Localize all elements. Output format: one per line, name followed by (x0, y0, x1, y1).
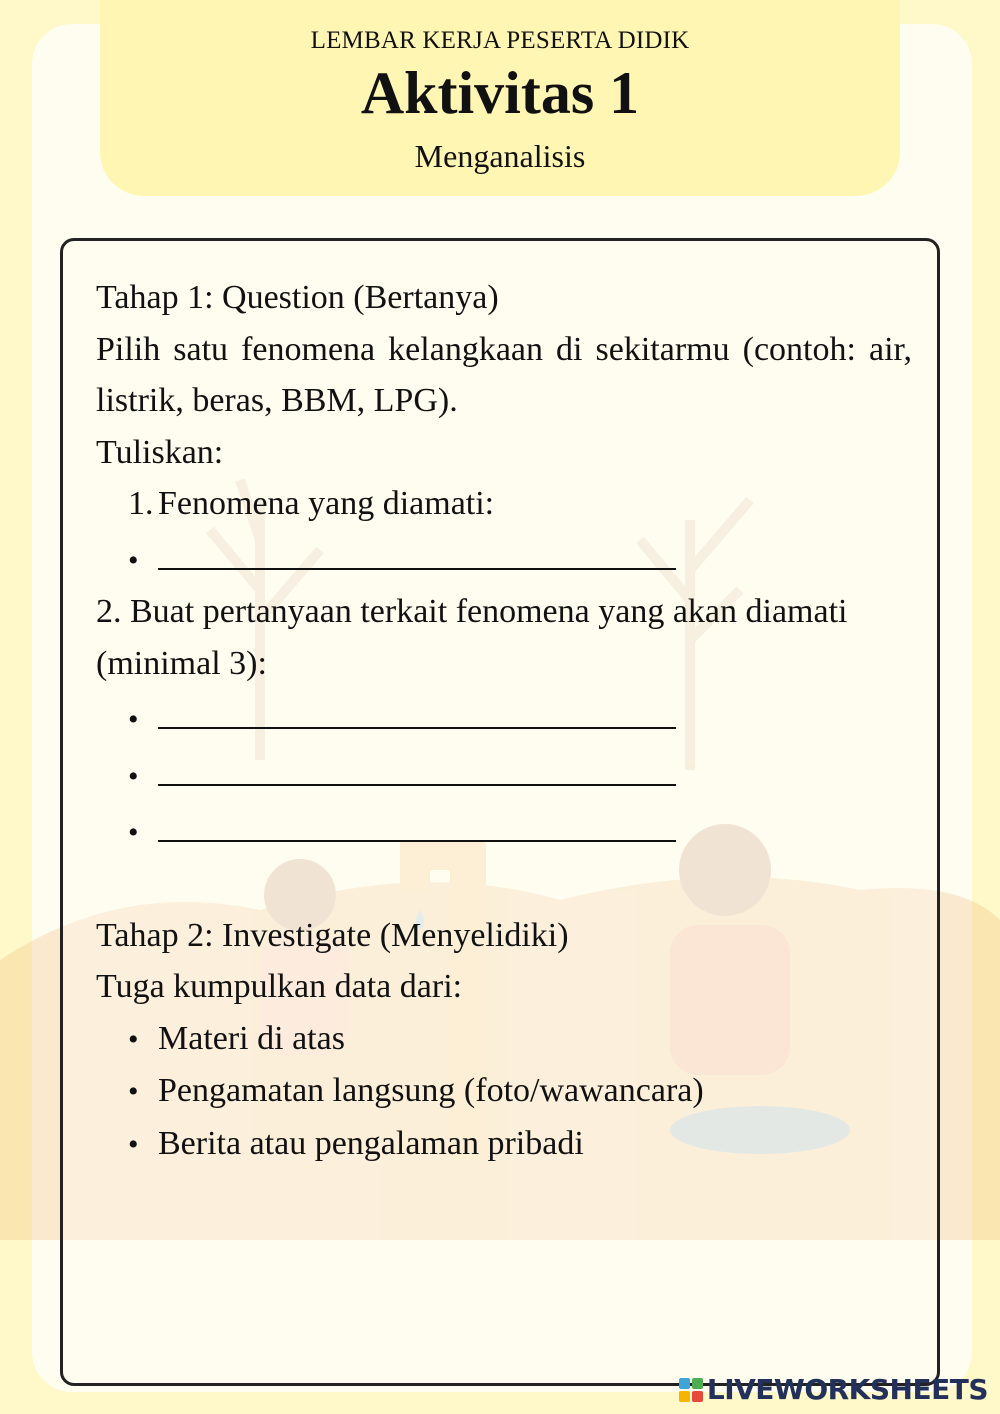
logo-square (692, 1391, 703, 1402)
write-label: Tuliskan: (96, 433, 224, 471)
page-title: Aktivitas 1 (360, 60, 640, 126)
item-number: 1. (128, 485, 154, 522)
logo-square (692, 1378, 703, 1389)
source-label: Materi di atas (158, 1019, 345, 1057)
logo-text: LIVEWORKSHEETS (706, 1373, 988, 1406)
bullet-icon: • (128, 1022, 139, 1056)
header-card (100, 0, 900, 196)
bullet-icon: • (128, 543, 139, 577)
bullet-icon: • (128, 759, 139, 793)
stage1-instruction: Pilih satu fenomena kelangkaan di sekitarmu (contoh: air, listrik, beras, BBM, LPG). (96, 330, 912, 419)
list-item (96, 1013, 912, 1066)
list-item (96, 1118, 912, 1171)
answer-row-question (96, 689, 912, 746)
answer-blank-question-1[interactable] (158, 689, 676, 729)
worksheet-content (96, 272, 912, 1170)
answer-row-phenomenon (96, 530, 912, 587)
questions-prompt: 2. Buat pertanyaan terkait fenomena yang akan diamati (minimal 3): (96, 593, 848, 682)
answer-row-question (96, 802, 912, 859)
answer-blank-phenomenon[interactable] (158, 530, 676, 570)
activity-type: Menganalisis (414, 138, 586, 174)
bullet-icon: • (128, 1075, 139, 1108)
source-label: Pengamatan langsung (foto/wawancara) (158, 1072, 704, 1109)
stage2-heading: Tahap 2: Investigate (Menyelidiki) (96, 916, 569, 954)
answer-row-question (96, 746, 912, 803)
section-spacer (96, 859, 912, 910)
numbered-item-phenomenon (96, 478, 912, 530)
logo-square (679, 1391, 690, 1402)
logo-square (679, 1378, 690, 1389)
list-item (96, 1065, 912, 1118)
stage1-heading: Tahap 1: Question (Bertanya) (96, 279, 499, 316)
item-label: Fenomena yang diamati: (158, 485, 495, 522)
answer-blank-question-3[interactable] (158, 802, 676, 842)
stage2-instruction: Tuga kumpulkan data dari: (96, 968, 463, 1005)
logo-grid-icon (679, 1378, 703, 1402)
answer-blank-question-2[interactable] (158, 746, 676, 786)
worksheet-label: LEMBAR KERJA PESERTA DIDIK (310, 27, 690, 54)
bullet-icon: • (128, 816, 139, 849)
bullet-icon: • (128, 703, 139, 736)
source-label: Berita atau pengalaman pribadi (158, 1124, 584, 1162)
liveworksheets-logo[interactable] (679, 1373, 988, 1406)
bullet-icon: • (128, 1127, 139, 1161)
